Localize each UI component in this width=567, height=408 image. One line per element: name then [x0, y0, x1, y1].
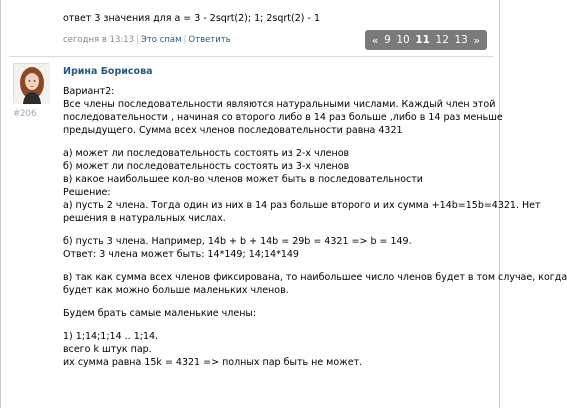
previous-comment-meta: [63, 34, 363, 46]
pagination-prev[interactable]: «: [371, 33, 379, 47]
comment-line: в) какое наибольшее кол-во членов может быть в последовательности: [63, 174, 423, 185]
comment-line: а) пусть 2 члена. Тогда один из них в 14 раз больше второго и их сумма +14b=15b=4321. Нет: [63, 200, 541, 211]
comment-line: б) может ли последовательность состоять из 3-х членов: [63, 161, 350, 172]
paragraph-gap: [63, 297, 488, 307]
comment-body: [63, 85, 567, 369]
comment-line: Вариант2:: [63, 86, 115, 97]
pagination-page[interactable]: 10: [396, 34, 410, 46]
comment-line: Все члены последовательности являются натуральными числами. Каждый член этой: [63, 99, 496, 110]
pagination-page[interactable]: 9: [384, 34, 391, 46]
comment-timestamp: сегодня в 13:13: [63, 35, 135, 45]
avatar[interactable]: [13, 63, 49, 103]
comment-line: Будем брать самые маленькие члены:: [63, 308, 257, 319]
paragraph-gap: [63, 225, 488, 235]
comment-line: Ответ: 3 члена может быть: 14*149; 14;14*149: [63, 249, 299, 260]
paragraph-gap: [63, 261, 488, 271]
comment-author[interactable]: Ирина Борисова: [63, 66, 153, 77]
previous-comment: [63, 12, 363, 46]
paragraph-gap: [63, 137, 488, 147]
comment-line: в) так как сумма всех членов фиксирована, то наибольшее число членов будет в том случае, когда: [63, 272, 567, 283]
comment-line: их сумма равна 15k = 4321 => полных пар быть не может.: [63, 357, 363, 368]
comment-line: решения в натуральных числах.: [63, 213, 226, 224]
comment-line: а) может ли последовательность состоять из 2-х членов: [63, 148, 350, 159]
paragraph-gap: [63, 320, 488, 330]
comment-line: б) пусть 3 члена. Например, 14b + b + 14b = 29b = 4321 => b = 149.: [63, 236, 412, 247]
comment-line: предыдущего. Сумма всех членов последовательности равна 4321: [63, 125, 403, 136]
comment-line: 1) 1;14;1;14 .. 1;14.: [63, 331, 159, 342]
pagination: [365, 30, 487, 50]
comment-line: будет как можно больше маленьких членов.: [63, 285, 289, 296]
comment: [63, 65, 567, 369]
comment-line: всего k штук пар.: [63, 344, 152, 355]
previous-comment-text: ответ 3 значения для a = 3 - 2sqrt(2); 1; 2sqrt(2) - 1: [63, 13, 320, 24]
meta-separator: |: [183, 35, 187, 45]
pagination-page[interactable]: 12: [435, 34, 449, 46]
report-spam-link[interactable]: Это спам: [140, 35, 182, 45]
avatar-image: [14, 64, 50, 104]
comment-number: #206: [13, 109, 37, 119]
comment-line: последовательности , начиная со второго либо в 14 раз больше ,либо в 14 раз меньше: [63, 112, 503, 123]
meta-separator: |: [136, 35, 139, 45]
pagination-next[interactable]: »: [473, 33, 481, 47]
reply-link[interactable]: Ответить: [188, 35, 231, 45]
comment-line: Решение:: [63, 187, 111, 198]
pagination-current-page: 11: [415, 34, 430, 46]
pagination-page[interactable]: 13: [454, 34, 468, 46]
comment-divider: [9, 56, 493, 57]
